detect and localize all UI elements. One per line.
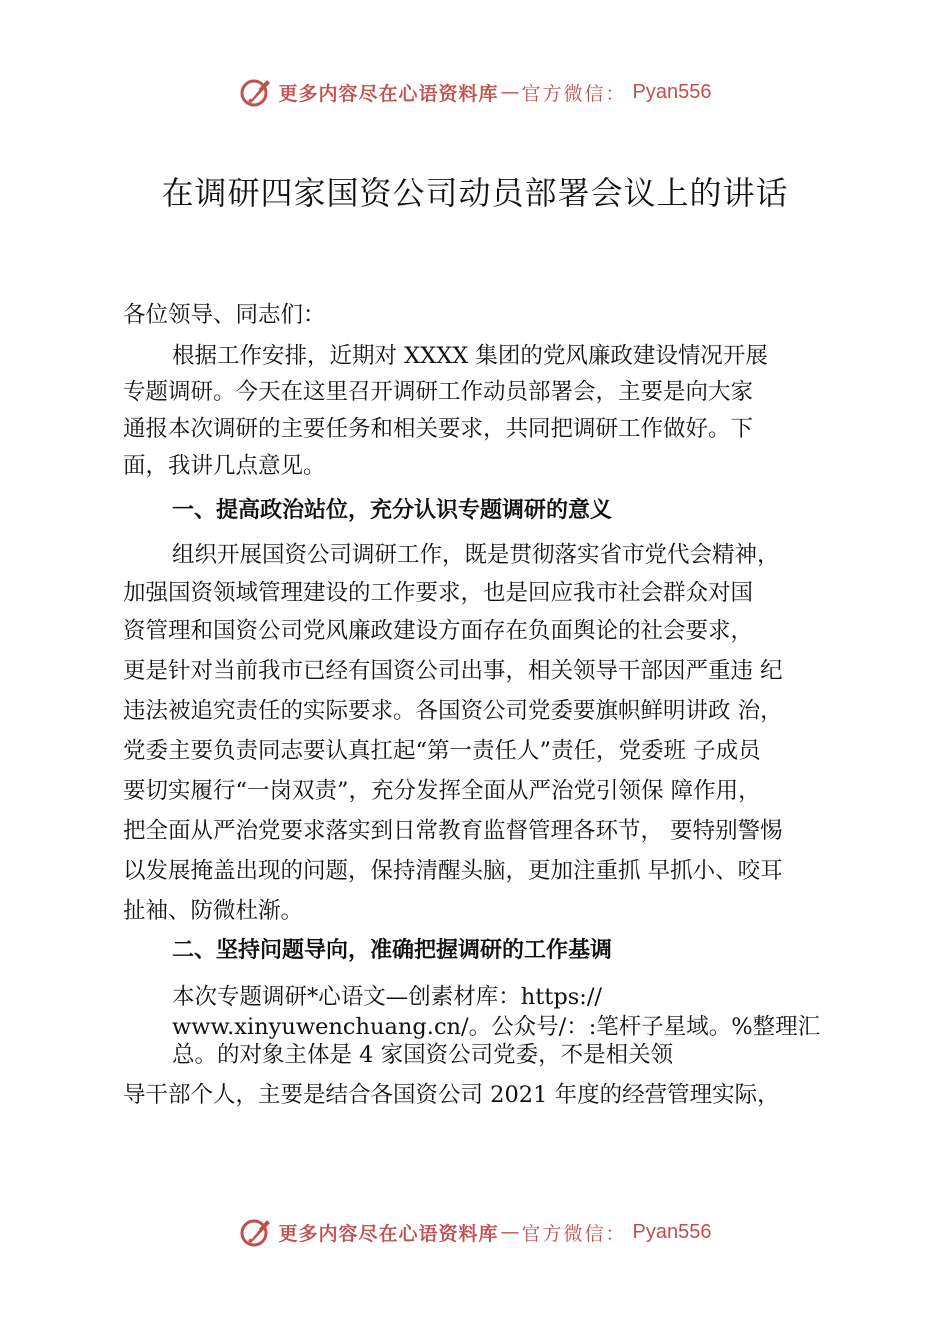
- paragraph-line: 总。的对象主体是 4 家国资公司党委，不是相关领: [172, 1042, 674, 1068]
- banner-slogan: 更多内容尽在心语资料库: [278, 82, 499, 105]
- banner-wechat-id: Pyan556: [632, 80, 712, 103]
- banner-wechat-label: 官方微信：: [521, 82, 627, 105]
- paragraph-line: 导干部个人，主要是结合各国资公司 2021 年度的经营管理实际，: [123, 1082, 780, 1108]
- paragraph-line: 资管理和国资公司党风廉政建设方面存在负面舆论的社会要求，: [123, 618, 754, 644]
- quill-circle-logo-icon: [239, 75, 273, 109]
- document-title: 在调研四家国资公司动员部署会议上的讲话: [161, 174, 789, 212]
- header-watermark: [0, 72, 950, 112]
- paragraph-line: 党委主要负责同志要认真扛起“第一责任人”责任，党委班 子成员: [123, 738, 761, 764]
- quill-circle-logo-icon: [239, 1215, 273, 1249]
- section-heading-1: 一、提高政治站位，充分认识专题调研的意义: [172, 498, 613, 523]
- paragraph-line: 面，我讲几点意见。: [123, 453, 326, 479]
- banner-slogan: 更多内容尽在心语资料库: [278, 1222, 499, 1245]
- paragraph-line: 违法被追究责任的实际要求。各国资公司党委要旗帜鲜明讲政 治，: [123, 698, 783, 724]
- banner-dash: —: [500, 81, 520, 103]
- paragraph-line: 以发展掩盖出现的问题，保持清醒头脑，更加注重抓 早抓小、咬耳: [123, 858, 783, 884]
- paragraph-line: 组织开展国资公司调研工作，既是贯彻落实省市党代会精神，: [172, 542, 780, 568]
- banner-wechat-label: 官方微信：: [521, 1222, 627, 1245]
- salutation: 各位领导、同志们：: [123, 302, 326, 328]
- paragraph-line: www.xinyuwenchuang.cn/。公众号/：:笔杆子星域。%整理汇: [172, 1014, 821, 1040]
- paragraph-line: 加强国资领域管理建设的工作要求，也是回应我市社会群众对国: [123, 580, 754, 606]
- paragraph-line: 扯袖、防微杜渐。: [123, 898, 304, 924]
- section-heading-2: 二、坚持问题导向，准确把握调研的工作基调: [172, 938, 613, 963]
- footer-watermark: [0, 1212, 950, 1252]
- paragraph-line: 更是针对当前我市已经有国资公司出事，相关领导干部因严重违 纪: [123, 658, 783, 684]
- banner-wechat-id: Pyan556: [632, 1220, 712, 1243]
- paragraph-line: 把全面从严治党要求落实到日常教育监督管理各环节， 要特别警惕: [123, 818, 783, 844]
- paragraph-line: 要切实履行“一岗双责”，充分发挥全面从严治党引领保 障作用，: [123, 778, 761, 804]
- paragraph-line: 专题调研。今天在这里召开调研工作动员部署会，主要是向大家: [123, 379, 754, 405]
- banner-dash: —: [500, 1221, 520, 1243]
- paragraph-line: 根据工作安排，近期对 XXXX 集团的党风廉政建设情况开展: [172, 343, 768, 369]
- paragraph-line: 通报本次调研的主要任务和相关要求，共同把调研工作做好。下: [123, 416, 754, 442]
- paragraph-line: 本次专题调研*心语文—创素材库：https://: [172, 984, 603, 1010]
